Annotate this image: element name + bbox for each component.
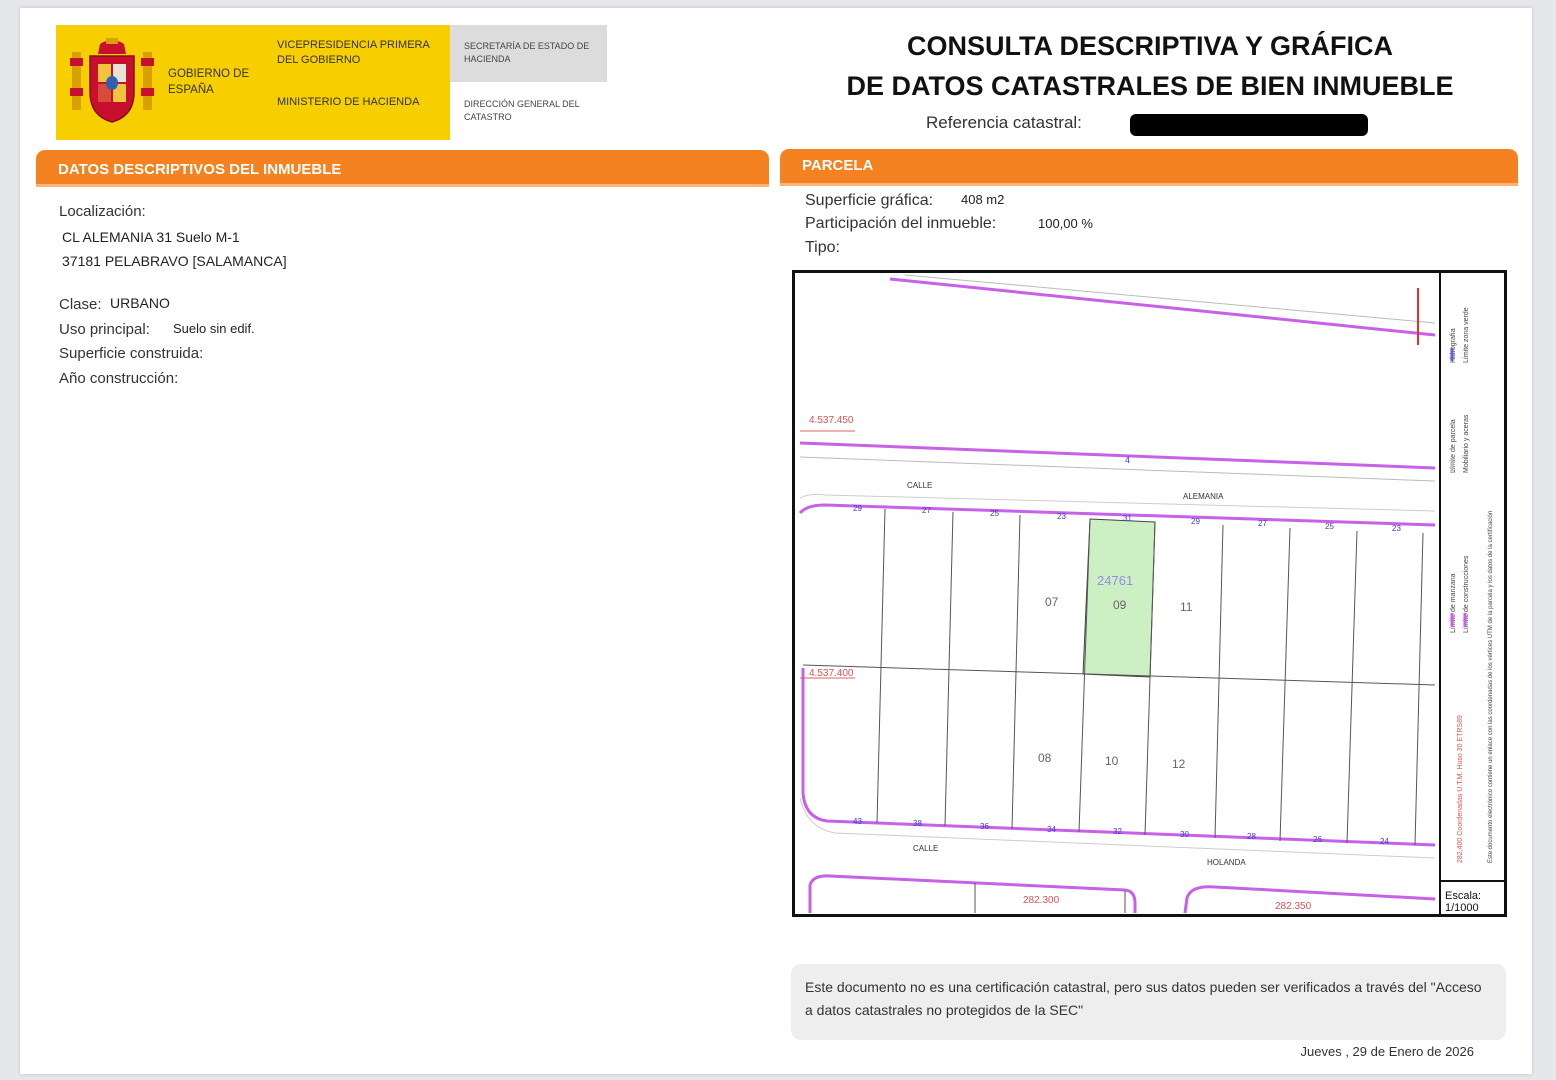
coord-label-top: 4.537.450 bbox=[809, 415, 854, 426]
title-line-2: DE DATOS CATASTRALES DE BIEN INMUEBLE bbox=[846, 71, 1454, 101]
legend-coords: 282,400 Coordenadas U.T.M. Huso 30 ETRS89 bbox=[1457, 715, 1464, 863]
legend-item: Límite de construcciones bbox=[1463, 555, 1470, 633]
uso-principal-label: Uso principal: bbox=[59, 321, 150, 338]
superficie-grafica-label: Superficie gráfica: bbox=[805, 192, 934, 209]
street-bottom-word1: CALLE bbox=[913, 844, 939, 853]
coord-label-bottom-left: 282.300 bbox=[1023, 895, 1060, 906]
vicepresidency-name: VICEPRESIDENCIA PRIMERA DEL GOBIERNO bbox=[277, 39, 430, 66]
parcel-label: 07 bbox=[1045, 595, 1059, 609]
legend-note: Este documento electrónico contiene un enlace con las coordenadas de los vértices UTM de la parcela y los datos de la certificación bbox=[1488, 510, 1494, 863]
legend-item: Mobiliario y aceras bbox=[1463, 414, 1470, 473]
section-descriptive-header: DATOS DESCRIPTIVOS DEL INMUEBLE bbox=[36, 150, 769, 184]
street-number: 25 bbox=[990, 509, 999, 518]
street-number: 28 bbox=[1247, 832, 1256, 841]
street-number: 27 bbox=[1258, 519, 1267, 528]
uso-principal-value: Suelo sin edif. bbox=[173, 321, 255, 336]
road-edge-line bbox=[905, 275, 1435, 323]
street-bottom-word2: HOLANDA bbox=[1207, 858, 1246, 867]
road-boundary-line bbox=[890, 279, 1435, 335]
tipo-label: Tipo: bbox=[805, 239, 840, 256]
legend-item: Límite de manzana bbox=[1450, 573, 1457, 633]
street-number: 29 bbox=[1191, 517, 1200, 526]
street-number: 43 bbox=[853, 817, 862, 826]
parcel-label: 09 bbox=[1113, 598, 1127, 612]
street-number: 23 bbox=[1057, 512, 1066, 521]
street-top-word1: CALLE bbox=[907, 481, 933, 490]
parcel-label: 10 bbox=[1105, 754, 1119, 768]
block-bottom-boundary bbox=[803, 668, 1435, 845]
road-edge-line bbox=[800, 457, 1435, 481]
document-date: Jueves , 29 de Enero de 2026 bbox=[1300, 1044, 1474, 1059]
street-number: 30 bbox=[1180, 830, 1189, 839]
street-number: 23 bbox=[1392, 524, 1401, 533]
coat-of-arms-icon bbox=[70, 38, 154, 124]
street-number: 25 bbox=[1325, 522, 1334, 531]
section-parcel-header: PARCELA bbox=[780, 149, 1518, 183]
coord-label-bottom-right: 282.350 bbox=[1275, 901, 1312, 912]
map-drawing bbox=[795, 273, 1504, 914]
cadastral-reference-redacted bbox=[1130, 114, 1368, 136]
street-number: 34 bbox=[1047, 825, 1056, 834]
parcel-label: 12 bbox=[1172, 757, 1186, 771]
manzana-label: 24761 bbox=[1097, 573, 1134, 588]
secretariat-name: SECRETARÍA DE ESTADO DE HACIENDA bbox=[464, 41, 590, 64]
road-number: 4 bbox=[1125, 455, 1131, 465]
street-number: 36 bbox=[980, 822, 989, 831]
ministry-name: MINISTERIO DE HACIENDA bbox=[277, 96, 420, 108]
scale-value: 1/1000 bbox=[1445, 902, 1479, 914]
street-number: 32 bbox=[1113, 827, 1122, 836]
parcel-label: 08 bbox=[1038, 751, 1052, 765]
address-line-2: 37181 PELABRAVO [SALAMANCA] bbox=[62, 253, 287, 269]
participacion-value: 100,00 % bbox=[1038, 216, 1093, 231]
street-number: 26 bbox=[1313, 835, 1322, 844]
superficie-grafica-value: 408 m2 bbox=[961, 192, 1005, 207]
street-number: 38 bbox=[913, 819, 922, 828]
street-number: 31 bbox=[1123, 514, 1132, 523]
clase-value: URBANO bbox=[110, 295, 170, 311]
cadastral-map bbox=[792, 270, 1507, 917]
anio-construccion-label: Año construcción: bbox=[59, 370, 179, 387]
clase-label: Clase: bbox=[59, 296, 102, 313]
cadastral-reference-label: Referencia catastral: bbox=[926, 113, 1082, 132]
legend-item: Límite zona verde bbox=[1463, 307, 1470, 363]
street-number: 29 bbox=[853, 504, 862, 513]
participacion-label: Participación del inmueble: bbox=[805, 215, 997, 232]
title-line-1: CONSULTA DESCRIPTIVA Y GRÁFICA bbox=[906, 31, 1394, 61]
verification-notice: Este documento no es una certificación catastral, pero sus datos pueden ser verificados a través del "Acceso a datos catastrales no protegidos de la SEC" bbox=[791, 964, 1506, 1040]
address-line-1: CL ALEMANIA 31 Suelo M-1 bbox=[62, 229, 240, 245]
directorate-name: DIRECCIÓN GENERAL DEL CATASTRO bbox=[464, 99, 580, 122]
street-number: 27 bbox=[922, 506, 931, 515]
legend-item: Límite de parcela bbox=[1450, 419, 1457, 473]
road-boundary-line bbox=[800, 443, 1435, 468]
lower-block-boundary bbox=[810, 876, 1135, 913]
gov-name: GOBIERNO DE ESPAÑA bbox=[168, 68, 250, 96]
coord-label-mid: 4.537.400 bbox=[809, 668, 854, 679]
document-title bbox=[820, 26, 1480, 106]
parcel-label: 11 bbox=[1180, 600, 1193, 614]
street-number: 24 bbox=[1380, 837, 1389, 846]
superficie-construida-label: Superficie construida: bbox=[59, 345, 204, 362]
legend-item: Hidrografía bbox=[1450, 328, 1457, 363]
street-top-word2: ALEMANIA bbox=[1183, 492, 1224, 501]
map-scale bbox=[1439, 880, 1505, 915]
scale-label: Escala: bbox=[1445, 890, 1482, 902]
localizacion-label: Localización: bbox=[59, 203, 146, 220]
